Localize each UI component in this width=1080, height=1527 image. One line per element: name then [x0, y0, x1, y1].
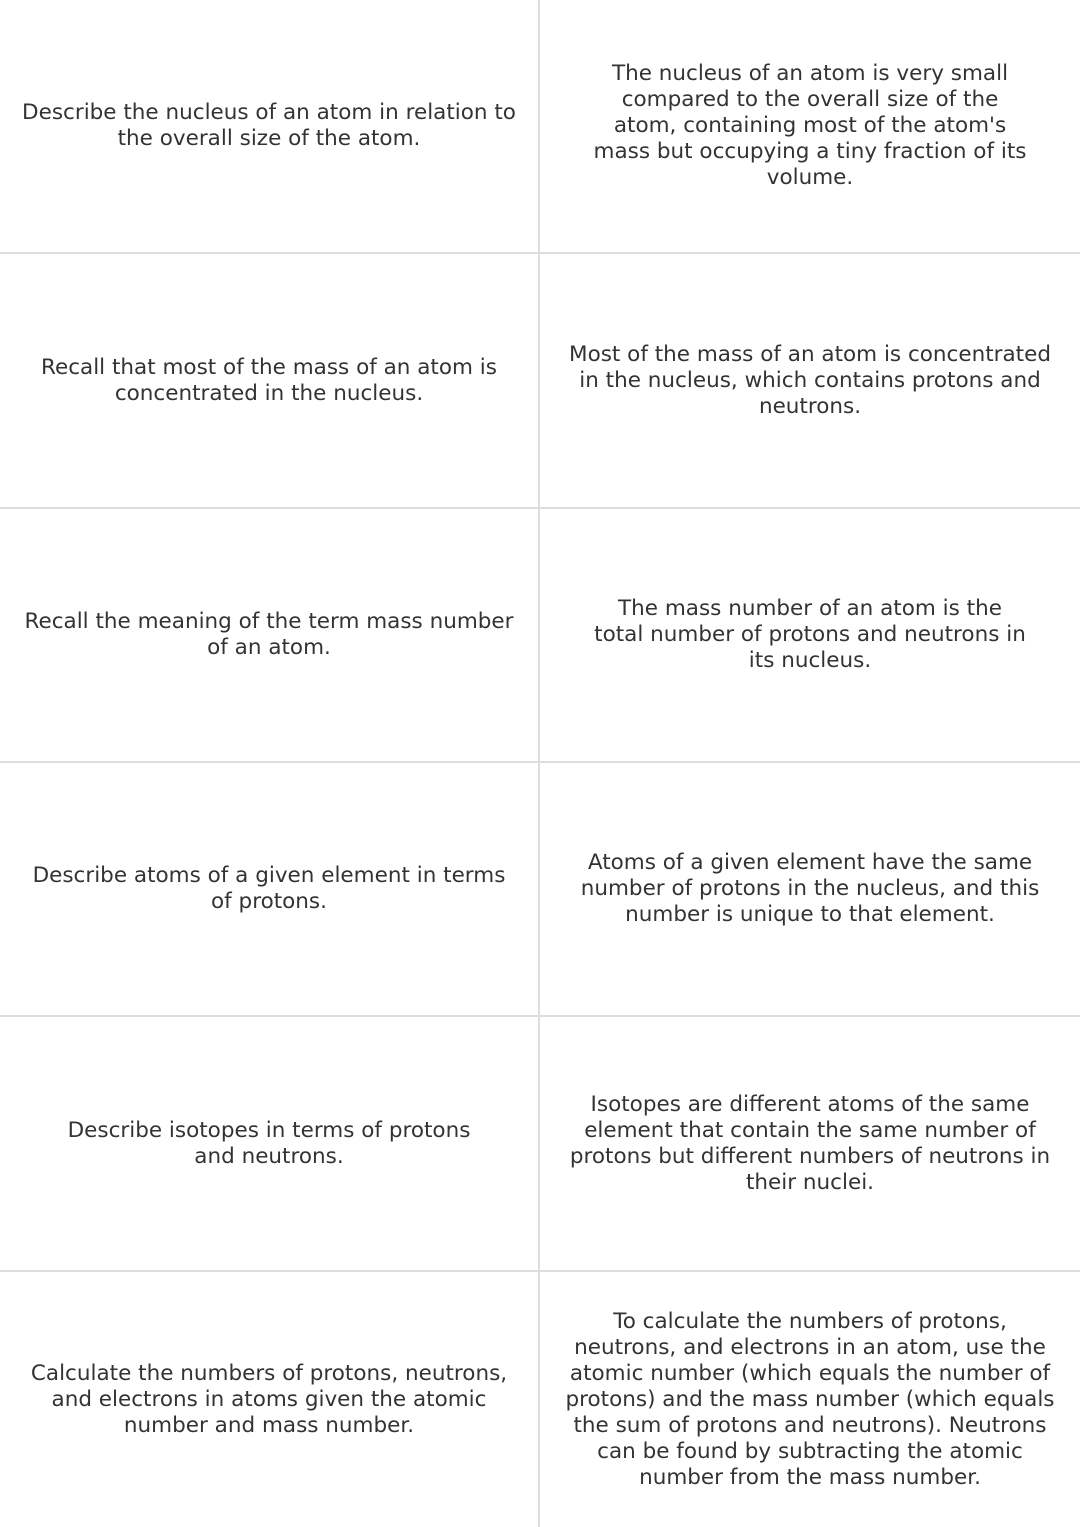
card-back [540, 0, 1080, 254]
card-back [540, 1017, 1080, 1272]
card-back-text: To calculate the numbers of protons, neutrons, and electrons in an atom, use the atomic number (which equals the number of protons) and the mass number (which equals the sum of protons and neutrons). Neutrons can be found by subtracting the atomic number from the mass number. [565, 1308, 1055, 1490]
card-front [0, 509, 540, 763]
card-back [540, 763, 1080, 1017]
card-back [540, 509, 1080, 763]
card-front-text: Recall that most of the mass of an atom is concentrated in the nucleus. [41, 354, 497, 406]
card-back [540, 1272, 1080, 1527]
card-back-text: Isotopes are different atoms of the same element that contain the same number of protons but different numbers of neutrons in their nuclei. [569, 1091, 1051, 1195]
card-front-text: Calculate the numbers of protons, neutrons, and electrons in atoms given the atomic number and mass number. [30, 1360, 508, 1438]
card-back-text: Atoms of a given element have the same number of protons in the nucleus, and this number is unique to that element. [580, 850, 1040, 927]
card-front [0, 0, 540, 254]
card-back-text: Most of the mass of an atom is concentrated in the nucleus, which contains protons and neutrons. [569, 341, 1051, 419]
card-back-text: The mass number of an atom is the total number of protons and neutrons in its nucleus. [594, 596, 1026, 673]
card-front-text: Describe the nucleus of an atom in relation to the overall size of the atom. [22, 100, 516, 151]
card-back-text: The nucleus of an atom is very small compared to the overall size of the atom, containing most of the atom's mass but occupying a tiny fraction of its volume. [593, 61, 1027, 190]
card-back [540, 254, 1080, 509]
card-front [0, 1272, 540, 1527]
card-front-text: Recall the meaning of the term mass number of an atom. [24, 609, 514, 660]
card-front [0, 763, 540, 1017]
card-front [0, 254, 540, 509]
card-front [0, 1017, 540, 1272]
card-front-text: Describe atoms of a given element in terms of protons. [32, 863, 506, 914]
card-front-text: Describe isotopes in terms of protons and neutrons. [67, 1117, 471, 1169]
